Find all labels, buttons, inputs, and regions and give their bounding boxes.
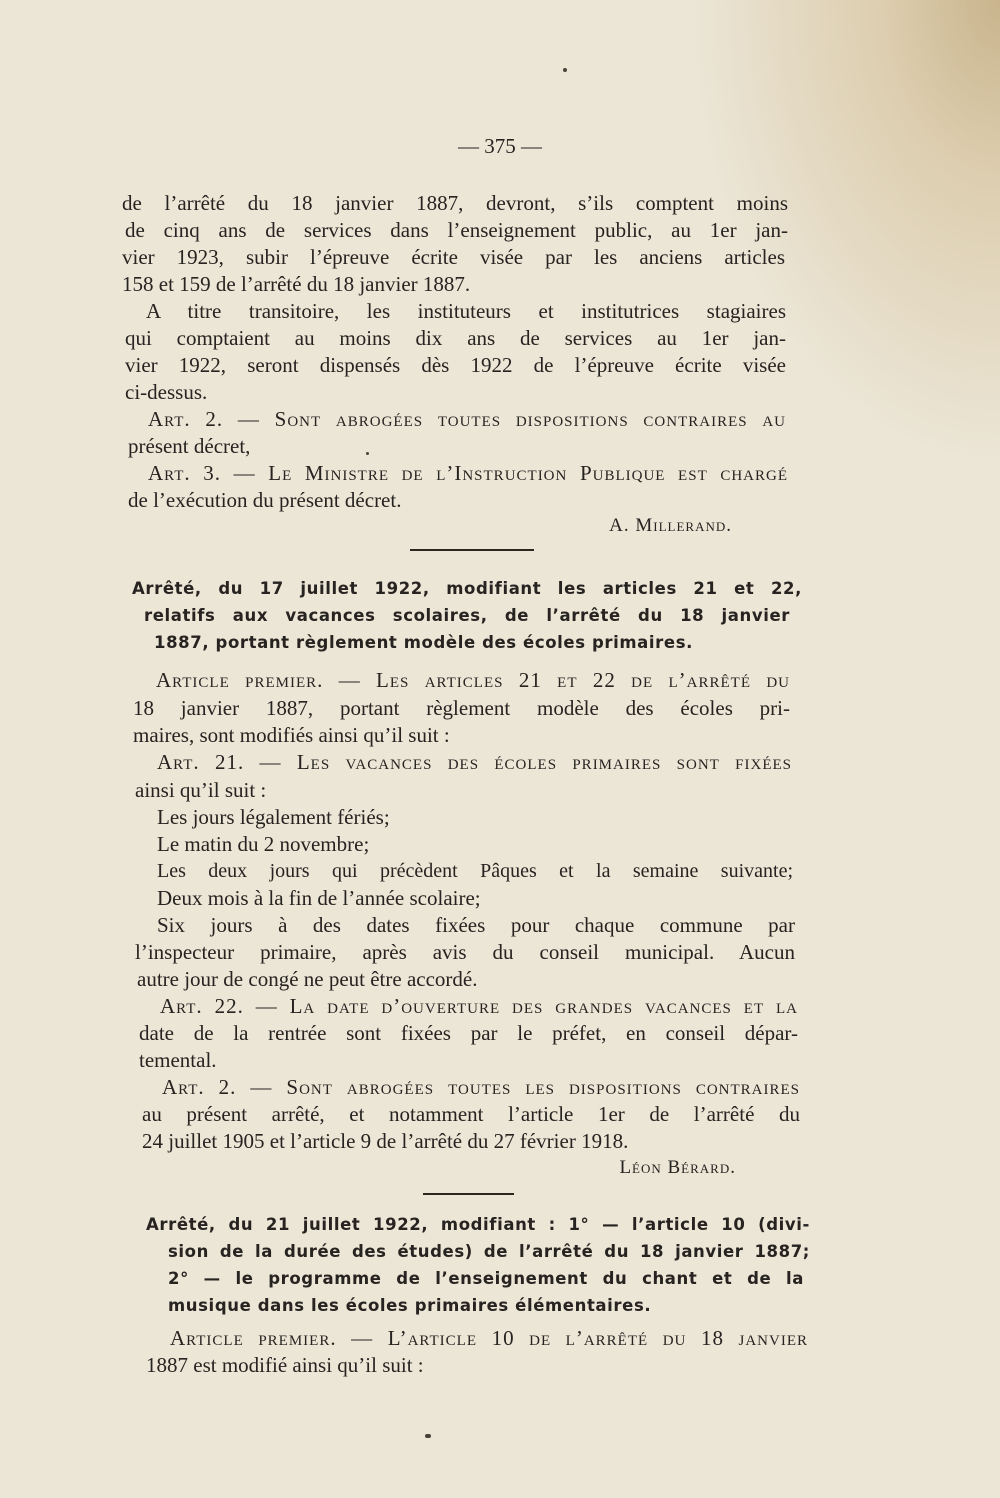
article-line: Article premier. — L’article 10 de l’arrêté du 18 janvier xyxy=(170,1326,808,1350)
heading-line: sion de la durée des études) de l’arrêté du 18 janvier 1887; xyxy=(168,1242,810,1261)
text-line: 18 janvier 1887, portant règlement modèle des écoles pri- xyxy=(133,696,790,720)
text-line: au présent arrêté, et notamment l’article 1er de l’arrêté du xyxy=(142,1102,800,1126)
heading-line: relatifs aux vacances scolaires, de l’arrêté du 18 janvier xyxy=(144,606,790,625)
text-line: temental. xyxy=(139,1048,217,1072)
text-line: A titre transitoire, les instituteurs et institutrices stagiaires xyxy=(146,299,786,323)
article-line: Article premier. — Les articles 21 et 22 de l’arrêté du xyxy=(156,668,790,692)
text-line: vier 1922, seront dispensés dès 1922 de l’épreuve écrite visée xyxy=(125,353,786,377)
list-item: Les jours légalement fériés; xyxy=(157,805,390,829)
text-line: présent décret, xyxy=(128,434,251,458)
heading-line: 1887, portant règlement modèle des écoles primaires. xyxy=(154,633,693,652)
heading-line: Arrêté, du 21 juillet 1922, modifiant : 1° — l’article 10 (divi- xyxy=(146,1215,810,1234)
heading-line: 2° — le programme de l’enseignement du chant et de la xyxy=(168,1269,804,1288)
text-line: de cinq ans de services dans l’enseignement public, au 1er jan- xyxy=(125,218,788,242)
list-item: Le matin du 2 novembre; xyxy=(157,832,370,856)
heading-line: musique dans les écoles primaires élémentaires. xyxy=(168,1296,652,1315)
text-line: 1887 est modifié ainsi qu’il suit : xyxy=(146,1353,424,1377)
text-line: de l’arrêté du 18 janvier 1887, devront, s’ils comptent moins xyxy=(122,191,788,215)
signature-berard: Léon Bérard. xyxy=(619,1157,736,1178)
text-line: ci-dessus. xyxy=(125,380,208,404)
text-line: 24 juillet 1905 et l’article 9 de l’arrêté du 27 février 1918. xyxy=(142,1129,629,1153)
text-line: maires, sont modifiés ainsi qu’il suit : xyxy=(133,723,450,747)
ink-speck xyxy=(425,1434,431,1438)
ink-speck xyxy=(563,68,567,72)
list-item: Deux mois à la fin de l’année scolaire; xyxy=(157,886,481,910)
heading-line: Arrêté, du 17 juillet 1922, modifiant les articles 21 et 22, xyxy=(132,579,802,598)
text-line: autre jour de congé ne peut être accordé. xyxy=(137,967,478,991)
article-line: Art. 22. — La date d’ouverture des grandes vacances et la xyxy=(160,994,798,1018)
text-line: 158 et 159 de l’arrêté du 18 janvier 1887. xyxy=(122,272,471,296)
divider-rule xyxy=(410,549,534,551)
text-line: l’inspecteur primaire, après avis du conseil municipal. Aucun xyxy=(135,940,795,964)
list-item: Six jours à des dates fixées pour chaque commune par xyxy=(157,913,795,937)
article-line: Art. 3. — Le Ministre de l’Instruction Publique est chargé xyxy=(148,461,788,485)
article-line: Art. 21. — Les vacances des écoles primaires sont fixées xyxy=(157,750,792,774)
text-line: de l’exécution du présent décret. xyxy=(128,488,402,512)
text-line: qui comptaient au moins dix ans de services au 1er jan- xyxy=(125,326,786,350)
text-line: vier 1923, subir l’épreuve écrite visée par les anciens articles xyxy=(122,245,785,269)
article-line: Art. 2. — Sont abrogées toutes dispositions contraires au xyxy=(148,407,786,431)
text-line: date de la rentrée sont fixées par le préfet, en conseil dépar- xyxy=(139,1021,798,1045)
ink-speck xyxy=(366,452,369,455)
page-number: — 375 — xyxy=(458,134,542,158)
list-item: Les deux jours qui précèdent Pâques et la semaine suivante; xyxy=(157,860,793,882)
text-line: ainsi qu’il suit : xyxy=(135,778,267,802)
divider-rule xyxy=(423,1193,514,1195)
article-line: Art. 2. — Sont abrogées toutes les dispositions contraires xyxy=(162,1075,800,1099)
signature-millerand: A. Millerand. xyxy=(609,515,732,536)
